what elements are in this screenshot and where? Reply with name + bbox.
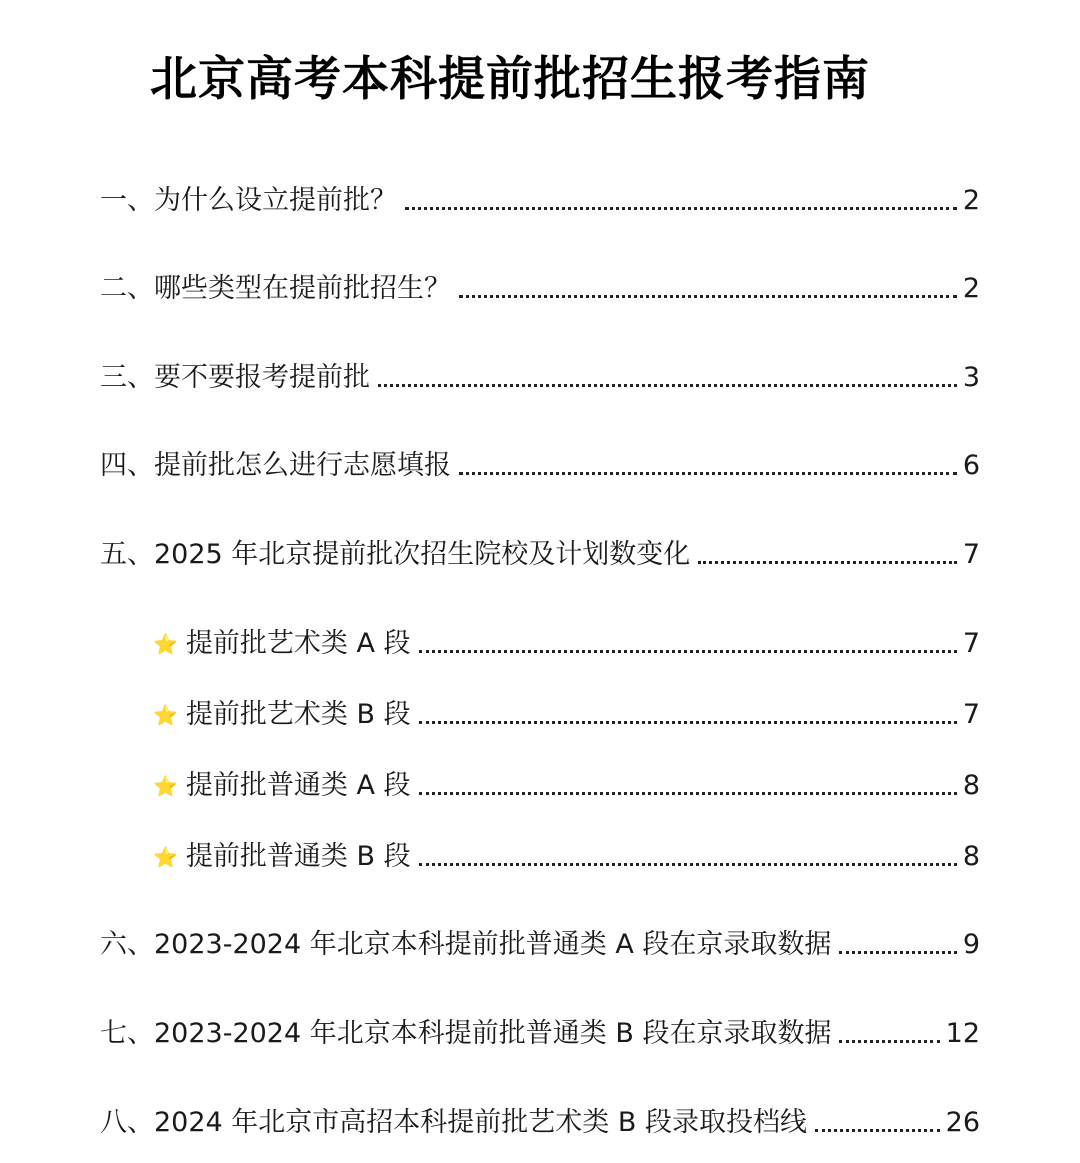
toc-entry-page: 7 [962,699,980,730]
toc-entry-label: 二、哪些类型在提前批招生？ [100,273,451,304]
document-title: 北京高考本科提前批招生报考指南 [150,52,870,107]
toc-entry-2[interactable] [100,262,980,306]
toc-entry-7[interactable] [100,1007,980,1051]
toc-entry-label: 提前批普通类 B 段 [185,841,411,872]
star-icon: ⭐ [153,703,178,727]
dot-leader [698,561,957,564]
toc-entry-page: 7 [962,539,980,570]
toc-subentry-4[interactable] [153,830,980,874]
toc-subentry-1[interactable] [153,617,980,661]
toc-entry-label: 提前批艺术类 B 段 [185,699,411,730]
dot-leader [839,1040,939,1043]
toc-entry-page: 2 [962,273,980,304]
toc-entry-page: 6 [962,450,980,481]
toc-entry-page: 8 [962,841,980,872]
toc-entry-page: 8 [962,770,980,801]
dot-leader [405,207,957,210]
toc-subentry-3[interactable] [153,759,980,803]
toc-entry-3[interactable] [100,351,980,395]
dot-leader [815,1129,940,1132]
dot-leader [419,721,957,724]
toc-entry-label: 四、提前批怎么进行志愿填报 [100,450,451,481]
toc-entry-label: 提前批艺术类 A 段 [185,628,411,659]
toc-entry-label: 提前批普通类 A 段 [185,770,411,801]
toc-entry-label: 三、要不要报考提前批 [100,362,370,393]
dot-leader [419,650,957,653]
toc-entry-label: 五、2025 年北京提前批次招生院校及计划数变化 [100,539,691,570]
toc-subentry-2[interactable] [153,688,980,732]
toc-entry-label: 一、为什么设立提前批？ [100,185,397,216]
toc-entry-page: 26 [945,1107,980,1138]
toc-entry-page: 2 [962,185,980,216]
star-icon: ⭐ [153,632,178,656]
toc-entry-6[interactable] [100,918,980,962]
toc-entry-8[interactable] [100,1096,980,1140]
star-icon: ⭐ [153,774,178,798]
toc-entry-label: 六、2023-2024 年北京本科提前批普通类 A 段在京录取数据 [100,929,832,960]
dot-leader [459,295,957,298]
dot-leader [378,384,957,387]
toc-entry-5[interactable] [100,528,980,572]
toc-entry-page: 9 [962,929,980,960]
toc-entry-page: 7 [962,628,980,659]
toc-entry-page: 3 [962,362,980,393]
dot-leader [419,792,957,795]
star-icon: ⭐ [153,845,178,869]
toc-entry-label: 七、2023-2024 年北京本科提前批普通类 B 段在京录取数据 [100,1018,832,1049]
dot-leader [839,951,956,954]
toc-entry-page: 12 [945,1018,980,1049]
toc-entry-4[interactable] [100,439,980,483]
toc-entry-1[interactable] [100,174,980,218]
toc-entry-label: 八、2024 年北京市高招本科提前批艺术类 B 段录取投档线 [100,1107,807,1138]
dot-leader [459,472,957,475]
dot-leader [419,863,957,866]
